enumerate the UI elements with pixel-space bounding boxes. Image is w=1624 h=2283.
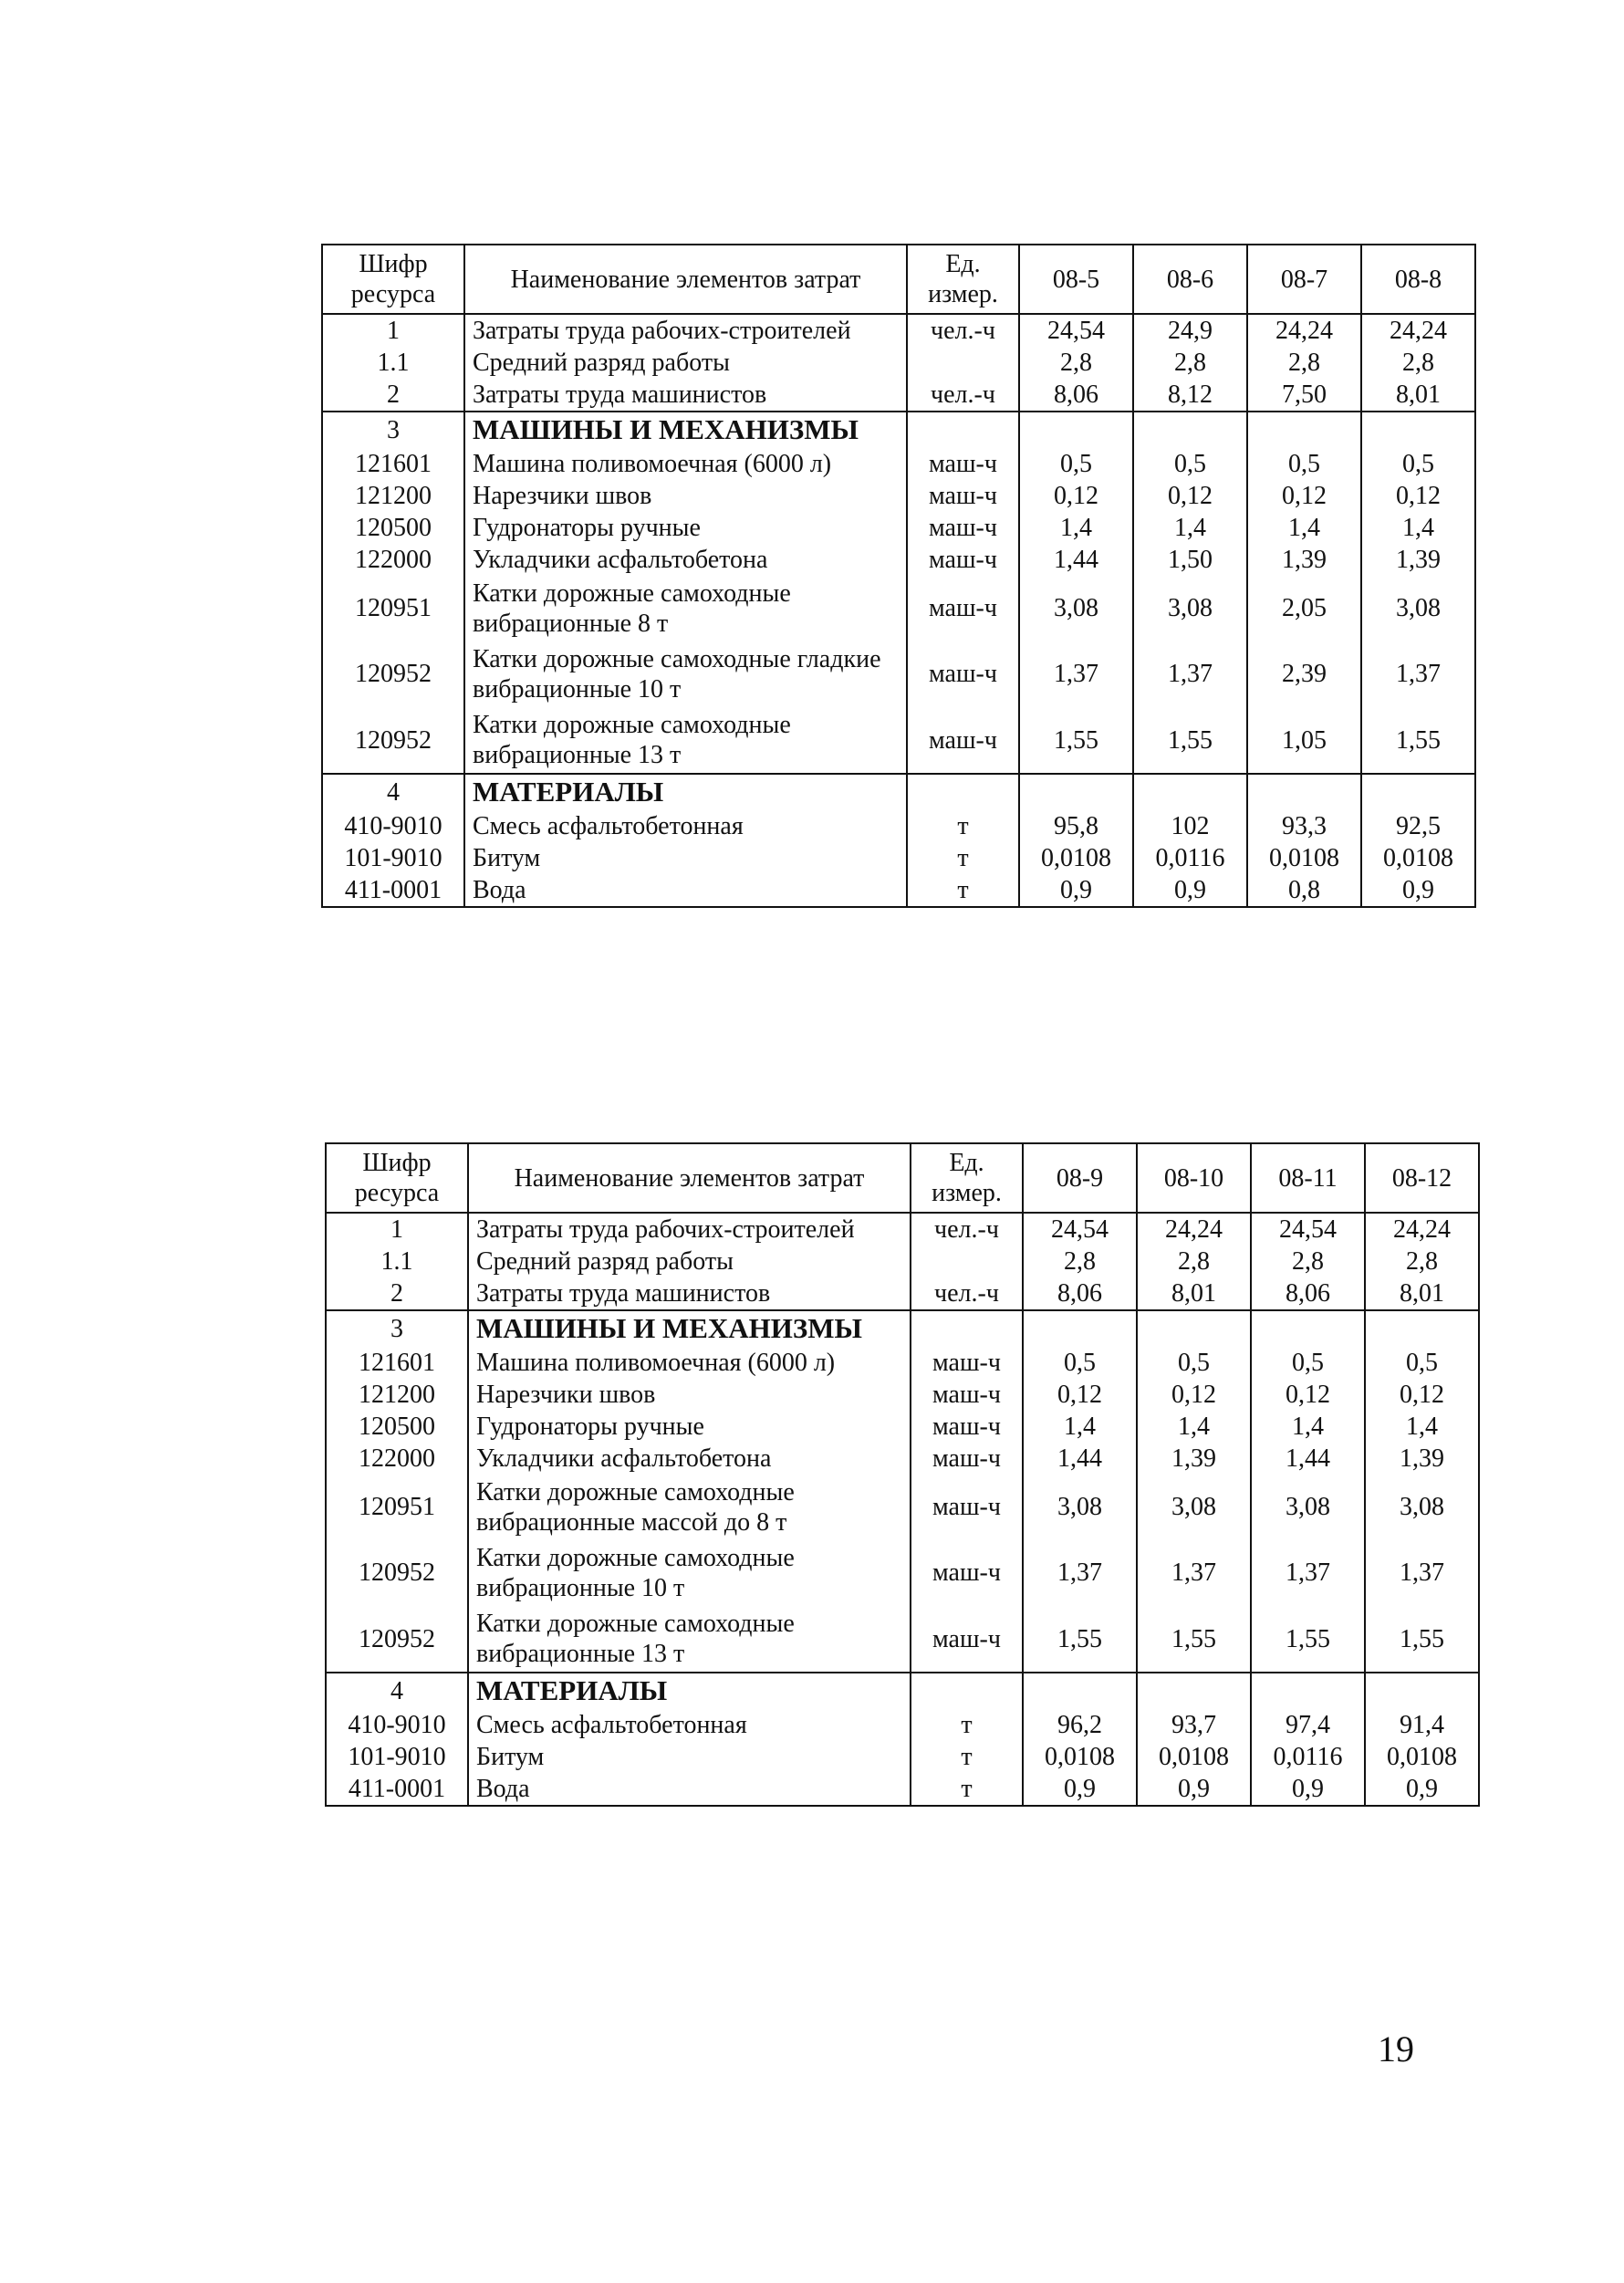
unit-of-measure: маш-ч xyxy=(911,1606,1023,1673)
value-cell: 1,37 xyxy=(1365,1540,1479,1606)
value-cell: 24,24 xyxy=(1137,1213,1251,1246)
cost-element-name: МАТЕРИАЛЫ xyxy=(464,774,907,810)
cost-element-name: Катки дорожные самоходные вибрационные 13 т xyxy=(464,707,907,774)
value-cell: 0,12 xyxy=(1251,1379,1365,1411)
unit-of-measure: маш-ч xyxy=(907,576,1019,641)
value-cell: 1,50 xyxy=(1133,544,1247,576)
value-cell: 8,06 xyxy=(1023,1277,1137,1310)
value-cell xyxy=(1137,1310,1251,1347)
value-cell: 8,12 xyxy=(1133,379,1247,412)
value-cell: 1,4 xyxy=(1361,512,1475,544)
unit-of-measure: маш-ч xyxy=(907,707,1019,774)
resource-code: 120952 xyxy=(326,1606,468,1673)
resource-code: 120500 xyxy=(326,1411,468,1443)
unit-of-measure: маш-ч xyxy=(907,544,1019,576)
unit-of-measure: чел.-ч xyxy=(907,314,1019,347)
value-cell: 0,0116 xyxy=(1251,1741,1365,1773)
value-cell: 8,01 xyxy=(1137,1277,1251,1310)
value-cell: 1,37 xyxy=(1361,641,1475,707)
unit-of-measure: т xyxy=(907,874,1019,907)
unit-of-measure xyxy=(907,412,1019,448)
value-cell: 0,12 xyxy=(1133,480,1247,512)
value-cell: 1,4 xyxy=(1019,512,1133,544)
value-cell: 0,0108 xyxy=(1019,842,1133,874)
table-row xyxy=(326,1773,1479,1806)
cost-element-name: Нарезчики швов xyxy=(464,480,907,512)
value-cell: 1,55 xyxy=(1137,1606,1251,1673)
value-cell: 1,37 xyxy=(1019,641,1133,707)
value-cell: 0,0108 xyxy=(1361,842,1475,874)
cost-element-name: Затраты труда рабочих-строителей xyxy=(468,1213,911,1246)
value-cell: 2,8 xyxy=(1023,1246,1137,1277)
resource-code: 121200 xyxy=(326,1379,468,1411)
resource-code: 410-9010 xyxy=(326,1709,468,1741)
header-name: Наименование элементов затрат xyxy=(468,1143,911,1213)
header-row xyxy=(326,1143,1479,1213)
value-cell xyxy=(1365,1310,1479,1347)
value-cell: 1,44 xyxy=(1251,1443,1365,1475)
value-cell: 93,7 xyxy=(1137,1709,1251,1741)
header-unit: Ед. измер. xyxy=(911,1143,1023,1213)
value-cell: 1,4 xyxy=(1251,1411,1365,1443)
header-col-08-7: 08-7 xyxy=(1247,245,1361,314)
resource-code: 4 xyxy=(326,1673,468,1709)
value-cell: 2,8 xyxy=(1137,1246,1251,1277)
unit-of-measure xyxy=(911,1246,1023,1277)
value-cell xyxy=(1133,774,1247,810)
table-row xyxy=(326,1475,1479,1540)
value-cell: 0,9 xyxy=(1023,1773,1137,1806)
value-cell: 2,8 xyxy=(1019,347,1133,379)
unit-of-measure: маш-ч xyxy=(911,1347,1023,1379)
value-cell: 1,55 xyxy=(1251,1606,1365,1673)
value-cell: 1,4 xyxy=(1133,512,1247,544)
resource-code: 2 xyxy=(322,379,464,412)
value-cell: 93,3 xyxy=(1247,810,1361,842)
value-cell: 1,55 xyxy=(1361,707,1475,774)
cost-element-name: Укладчики асфальтобетона xyxy=(468,1443,911,1475)
header-unit: Ед. измер. xyxy=(907,245,1019,314)
resource-code: 121601 xyxy=(326,1347,468,1379)
header-name: Наименование элементов затрат xyxy=(464,245,907,314)
value-cell: 0,9 xyxy=(1251,1773,1365,1806)
cost-element-name: Затраты труда машинистов xyxy=(468,1277,911,1310)
value-cell: 0,5 xyxy=(1133,448,1247,480)
value-cell: 2,05 xyxy=(1247,576,1361,641)
resource-code: 2 xyxy=(326,1277,468,1310)
cost-element-name: Машина поливомоечная (6000 л) xyxy=(464,448,907,480)
value-cell: 8,01 xyxy=(1365,1277,1479,1310)
value-cell: 0,9 xyxy=(1137,1773,1251,1806)
value-cell xyxy=(1019,412,1133,448)
table-row xyxy=(326,1741,1479,1773)
unit-of-measure xyxy=(907,774,1019,810)
cost-element-name: Гудронаторы ручные xyxy=(464,512,907,544)
table-row xyxy=(326,1443,1479,1475)
value-cell: 0,5 xyxy=(1251,1347,1365,1379)
resource-table-2 xyxy=(325,1142,1480,1807)
cost-element-name: Вода xyxy=(464,874,907,907)
value-cell: 3,08 xyxy=(1023,1475,1137,1540)
table-row xyxy=(322,842,1475,874)
value-cell: 0,0108 xyxy=(1023,1741,1137,1773)
value-cell: 2,8 xyxy=(1361,347,1475,379)
unit-of-measure: чел.-ч xyxy=(911,1277,1023,1310)
header-row xyxy=(322,245,1475,314)
header-col-08-9: 08-9 xyxy=(1023,1143,1137,1213)
value-cell: 0,5 xyxy=(1019,448,1133,480)
resource-code: 122000 xyxy=(326,1443,468,1475)
unit-of-measure: маш-ч xyxy=(907,480,1019,512)
value-cell: 24,24 xyxy=(1247,314,1361,347)
resource-code: 122000 xyxy=(322,544,464,576)
value-cell: 1,37 xyxy=(1251,1540,1365,1606)
value-cell: 95,8 xyxy=(1019,810,1133,842)
resource-code: 101-9010 xyxy=(326,1741,468,1773)
resource-code: 411-0001 xyxy=(326,1773,468,1806)
cost-element-name: Катки дорожные самоходные гладкие вибрационные 10 т xyxy=(464,641,907,707)
value-cell: 1,55 xyxy=(1019,707,1133,774)
value-cell: 2,8 xyxy=(1133,347,1247,379)
cost-element-name: Битум xyxy=(468,1741,911,1773)
table-row xyxy=(322,379,1475,412)
value-cell: 1,44 xyxy=(1023,1443,1137,1475)
value-cell: 0,12 xyxy=(1247,480,1361,512)
value-cell: 97,4 xyxy=(1251,1709,1365,1741)
value-cell: 0,12 xyxy=(1361,480,1475,512)
value-cell: 1,37 xyxy=(1023,1540,1137,1606)
resource-code: 120952 xyxy=(322,707,464,774)
cost-element-name: МАТЕРИАЛЫ xyxy=(468,1673,911,1709)
resource-code: 1.1 xyxy=(326,1246,468,1277)
table-row xyxy=(326,1246,1479,1277)
resource-code: 410-9010 xyxy=(322,810,464,842)
value-cell: 24,54 xyxy=(1251,1213,1365,1246)
table-row xyxy=(326,1709,1479,1741)
value-cell xyxy=(1133,412,1247,448)
resource-table-1 xyxy=(321,244,1476,908)
value-cell: 24,54 xyxy=(1019,314,1133,347)
cost-element-name: Нарезчики швов xyxy=(468,1379,911,1411)
resource-code: 1 xyxy=(322,314,464,347)
unit-of-measure: маш-ч xyxy=(907,641,1019,707)
resource-code: 120951 xyxy=(326,1475,468,1540)
header-col-08-6: 08-6 xyxy=(1133,245,1247,314)
table-row xyxy=(322,874,1475,907)
unit-of-measure: маш-ч xyxy=(911,1475,1023,1540)
value-cell xyxy=(1361,412,1475,448)
value-cell: 2,8 xyxy=(1251,1246,1365,1277)
unit-of-measure: маш-ч xyxy=(911,1411,1023,1443)
table-row xyxy=(322,544,1475,576)
value-cell: 1,39 xyxy=(1361,544,1475,576)
value-cell: 1,39 xyxy=(1247,544,1361,576)
value-cell: 8,06 xyxy=(1019,379,1133,412)
value-cell: 0,12 xyxy=(1019,480,1133,512)
value-cell: 3,08 xyxy=(1251,1475,1365,1540)
unit-of-measure: чел.-ч xyxy=(911,1213,1023,1246)
cost-element-name: МАШИНЫ И МЕХАНИЗМЫ xyxy=(468,1310,911,1347)
cost-element-name: Смесь асфальтобетонная xyxy=(464,810,907,842)
resource-code: 120952 xyxy=(322,641,464,707)
value-cell: 0,0108 xyxy=(1365,1741,1479,1773)
resource-code: 101-9010 xyxy=(322,842,464,874)
unit-of-measure: т xyxy=(911,1773,1023,1806)
value-cell: 24,24 xyxy=(1365,1213,1479,1246)
table-row xyxy=(322,707,1475,774)
header-col-08-12: 08-12 xyxy=(1365,1143,1479,1213)
value-cell: 92,5 xyxy=(1361,810,1475,842)
value-cell: 3,08 xyxy=(1137,1475,1251,1540)
value-cell: 1,39 xyxy=(1137,1443,1251,1475)
value-cell: 0,9 xyxy=(1133,874,1247,907)
resource-code: 120500 xyxy=(322,512,464,544)
header-col-08-5: 08-5 xyxy=(1019,245,1133,314)
value-cell: 3,08 xyxy=(1019,576,1133,641)
value-cell xyxy=(1251,1310,1365,1347)
cost-element-name: Катки дорожные самоходные вибрационные 13 т xyxy=(468,1606,911,1673)
section-row xyxy=(326,1310,1479,1347)
unit-of-measure xyxy=(911,1673,1023,1709)
value-cell: 0,5 xyxy=(1365,1347,1479,1379)
value-cell xyxy=(1023,1673,1137,1709)
value-cell: 1,44 xyxy=(1019,544,1133,576)
cost-element-name: Машина поливомоечная (6000 л) xyxy=(468,1347,911,1379)
table-row xyxy=(326,1606,1479,1673)
section-row xyxy=(326,1673,1479,1709)
value-cell xyxy=(1023,1310,1137,1347)
value-cell: 0,12 xyxy=(1023,1379,1137,1411)
unit-of-measure: маш-ч xyxy=(911,1379,1023,1411)
header-col-08-10: 08-10 xyxy=(1137,1143,1251,1213)
value-cell: 3,08 xyxy=(1365,1475,1479,1540)
value-cell: 1,4 xyxy=(1247,512,1361,544)
cost-element-name: Гудронаторы ручные xyxy=(468,1411,911,1443)
value-cell xyxy=(1247,412,1361,448)
value-cell: 1,4 xyxy=(1023,1411,1137,1443)
section-row xyxy=(322,412,1475,448)
value-cell: 1,37 xyxy=(1137,1540,1251,1606)
value-cell: 0,5 xyxy=(1023,1347,1137,1379)
value-cell: 24,9 xyxy=(1133,314,1247,347)
table-row xyxy=(326,1411,1479,1443)
resource-code: 1 xyxy=(326,1213,468,1246)
table-row xyxy=(326,1277,1479,1310)
value-cell: 0,8 xyxy=(1247,874,1361,907)
cost-element-name: Затраты труда машинистов xyxy=(464,379,907,412)
resource-code: 3 xyxy=(326,1310,468,1347)
cost-element-name: Вода xyxy=(468,1773,911,1806)
unit-of-measure: маш-ч xyxy=(911,1443,1023,1475)
value-cell: 2,39 xyxy=(1247,641,1361,707)
value-cell: 0,9 xyxy=(1361,874,1475,907)
table-row xyxy=(326,1347,1479,1379)
value-cell: 1,4 xyxy=(1365,1411,1479,1443)
page-number: 19 xyxy=(1378,2028,1414,2069)
value-cell xyxy=(1361,774,1475,810)
value-cell: 24,54 xyxy=(1023,1213,1137,1246)
resource-code: 121200 xyxy=(322,480,464,512)
cost-element-name: Смесь асфальтобетонная xyxy=(468,1709,911,1741)
value-cell: 2,8 xyxy=(1365,1246,1479,1277)
value-cell: 0,0116 xyxy=(1133,842,1247,874)
cost-element-name: Укладчики асфальтобетона xyxy=(464,544,907,576)
value-cell: 1,55 xyxy=(1133,707,1247,774)
value-cell: 0,5 xyxy=(1247,448,1361,480)
value-cell: 8,06 xyxy=(1251,1277,1365,1310)
value-cell: 1,05 xyxy=(1247,707,1361,774)
cost-element-name: Катки дорожные самоходные вибрационные 10 т xyxy=(468,1540,911,1606)
resource-code: 3 xyxy=(322,412,464,448)
unit-of-measure: т xyxy=(911,1741,1023,1773)
header-col-08-8: 08-8 xyxy=(1361,245,1475,314)
value-cell: 0,0108 xyxy=(1137,1741,1251,1773)
resource-code: 1.1 xyxy=(322,347,464,379)
value-cell: 0,0108 xyxy=(1247,842,1361,874)
unit-of-measure xyxy=(907,347,1019,379)
value-cell: 1,37 xyxy=(1133,641,1247,707)
value-cell xyxy=(1251,1673,1365,1709)
value-cell: 7,50 xyxy=(1247,379,1361,412)
resource-code: 120951 xyxy=(322,576,464,641)
table-row xyxy=(322,480,1475,512)
section-row xyxy=(322,774,1475,810)
value-cell: 1,4 xyxy=(1137,1411,1251,1443)
value-cell: 3,08 xyxy=(1361,576,1475,641)
table-row xyxy=(326,1379,1479,1411)
cost-element-name: МАШИНЫ И МЕХАНИЗМЫ xyxy=(464,412,907,448)
resource-code: 4 xyxy=(322,774,464,810)
unit-of-measure: т xyxy=(907,810,1019,842)
unit-of-measure xyxy=(911,1310,1023,1347)
unit-of-measure: т xyxy=(911,1709,1023,1741)
value-cell: 0,12 xyxy=(1137,1379,1251,1411)
table-row xyxy=(322,448,1475,480)
value-cell xyxy=(1365,1673,1479,1709)
cost-element-name: Затраты труда рабочих-строителей xyxy=(464,314,907,347)
table-row xyxy=(322,576,1475,641)
cost-element-name: Средний разряд работы xyxy=(464,347,907,379)
resource-code: 411-0001 xyxy=(322,874,464,907)
header-code: Шифр ресурса xyxy=(326,1143,468,1213)
resource-code: 120952 xyxy=(326,1540,468,1606)
value-cell: 0,5 xyxy=(1361,448,1475,480)
table-row xyxy=(322,641,1475,707)
table-row xyxy=(326,1213,1479,1246)
value-cell: 24,24 xyxy=(1361,314,1475,347)
value-cell: 0,9 xyxy=(1365,1773,1479,1806)
unit-of-measure: маш-ч xyxy=(907,512,1019,544)
value-cell: 3,08 xyxy=(1133,576,1247,641)
unit-of-measure: т xyxy=(907,842,1019,874)
value-cell: 0,5 xyxy=(1137,1347,1251,1379)
value-cell: 102 xyxy=(1133,810,1247,842)
unit-of-measure: чел.-ч xyxy=(907,379,1019,412)
table-row xyxy=(322,314,1475,347)
value-cell: 91,4 xyxy=(1365,1709,1479,1741)
header-code: Шифр ресурса xyxy=(322,245,464,314)
value-cell: 2,8 xyxy=(1247,347,1361,379)
table-row xyxy=(326,1540,1479,1606)
resource-code: 121601 xyxy=(322,448,464,480)
table-row xyxy=(322,810,1475,842)
unit-of-measure: маш-ч xyxy=(907,448,1019,480)
value-cell: 0,12 xyxy=(1365,1379,1479,1411)
cost-element-name: Катки дорожные самоходные вибрационные 8 т xyxy=(464,576,907,641)
unit-of-measure: маш-ч xyxy=(911,1540,1023,1606)
value-cell xyxy=(1019,774,1133,810)
value-cell: 1,55 xyxy=(1023,1606,1137,1673)
cost-element-name: Битум xyxy=(464,842,907,874)
table-row xyxy=(322,347,1475,379)
value-cell xyxy=(1247,774,1361,810)
value-cell xyxy=(1137,1673,1251,1709)
cost-element-name: Средний разряд работы xyxy=(468,1246,911,1277)
value-cell: 1,39 xyxy=(1365,1443,1479,1475)
header-col-08-11: 08-11 xyxy=(1251,1143,1365,1213)
value-cell: 8,01 xyxy=(1361,379,1475,412)
value-cell: 1,55 xyxy=(1365,1606,1479,1673)
value-cell: 0,9 xyxy=(1019,874,1133,907)
cost-element-name: Катки дорожные самоходные вибрационные массой до 8 т xyxy=(468,1475,911,1540)
table-row xyxy=(322,512,1475,544)
value-cell: 96,2 xyxy=(1023,1709,1137,1741)
